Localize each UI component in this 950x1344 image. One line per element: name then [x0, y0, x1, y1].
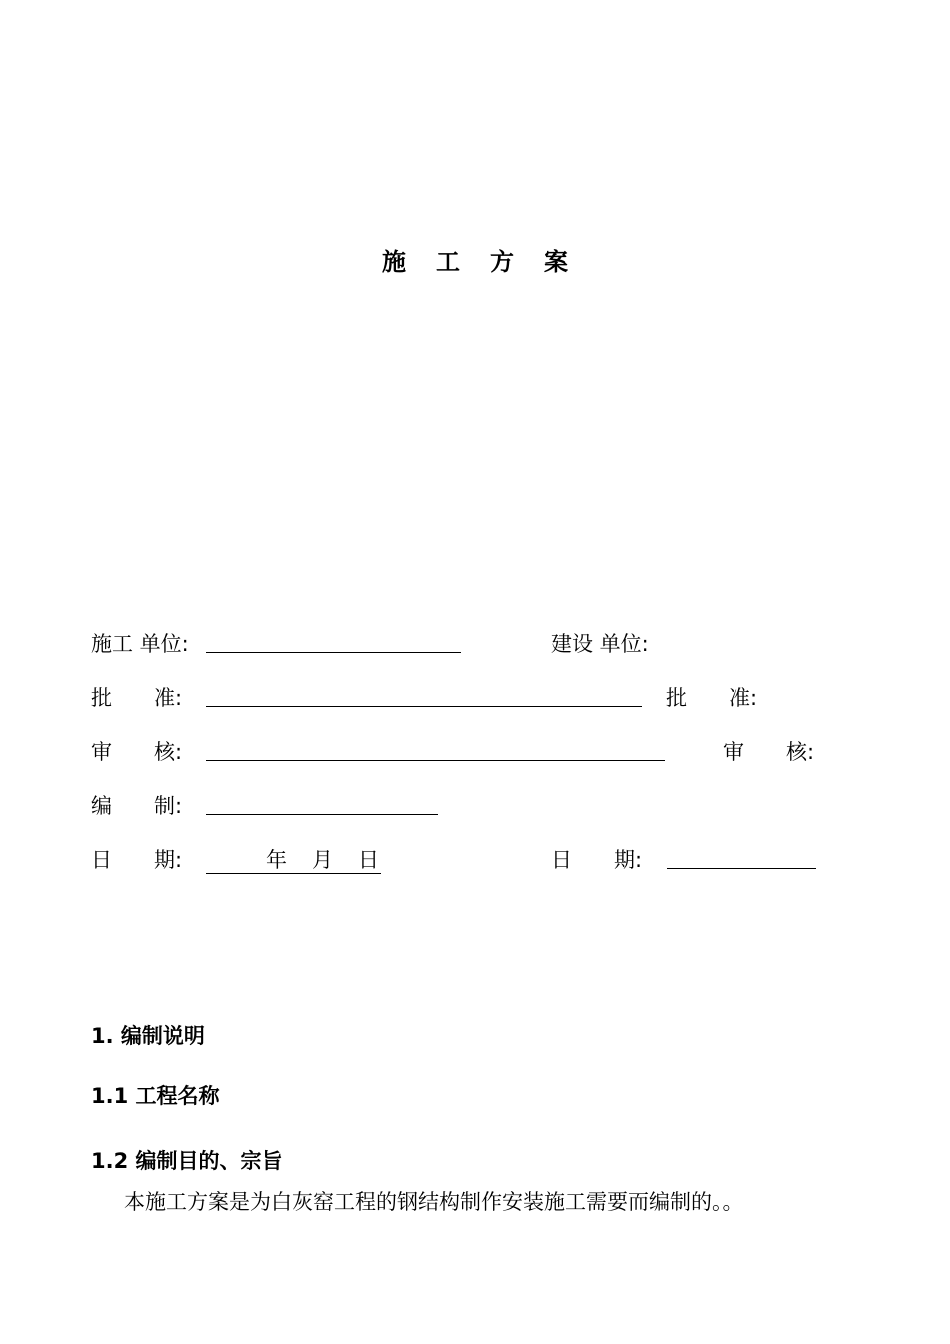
section-heading: 1. 编制说明 [91, 1024, 205, 1048]
date-fill-left [206, 845, 381, 874]
construction-unit-label: 施工 单位: [91, 632, 189, 656]
section-heading: 1.2 编制目的、宗旨 [91, 1149, 283, 1173]
compile-line [206, 814, 438, 815]
date-label-left: 日 期: [91, 848, 183, 872]
date-month: 月 [312, 848, 333, 872]
section-heading: 1.1 工程名称 [91, 1084, 220, 1108]
review-label-left: 审 核: [91, 740, 183, 764]
date-day: 日 [358, 848, 379, 872]
date-line-right [667, 868, 816, 869]
client-unit-label: 建设 单位: [551, 632, 649, 656]
section-paragraph: 本施工方案是为白灰窑工程的钢结构制作安装施工需要而编制的。。 [124, 1190, 744, 1214]
document-title: 施工方案 [382, 248, 598, 276]
approve-label-left: 批 准: [91, 686, 183, 710]
approve-label-right: 批 准: [666, 686, 758, 710]
construction-unit-line [206, 652, 461, 653]
review-label-right: 审 核: [723, 740, 815, 764]
date-label-right: 日 期: [551, 848, 643, 872]
approve-line-left [206, 706, 642, 707]
compile-label: 编 制: [91, 794, 183, 818]
date-year: 年 [266, 848, 287, 872]
review-line-left [206, 760, 665, 761]
